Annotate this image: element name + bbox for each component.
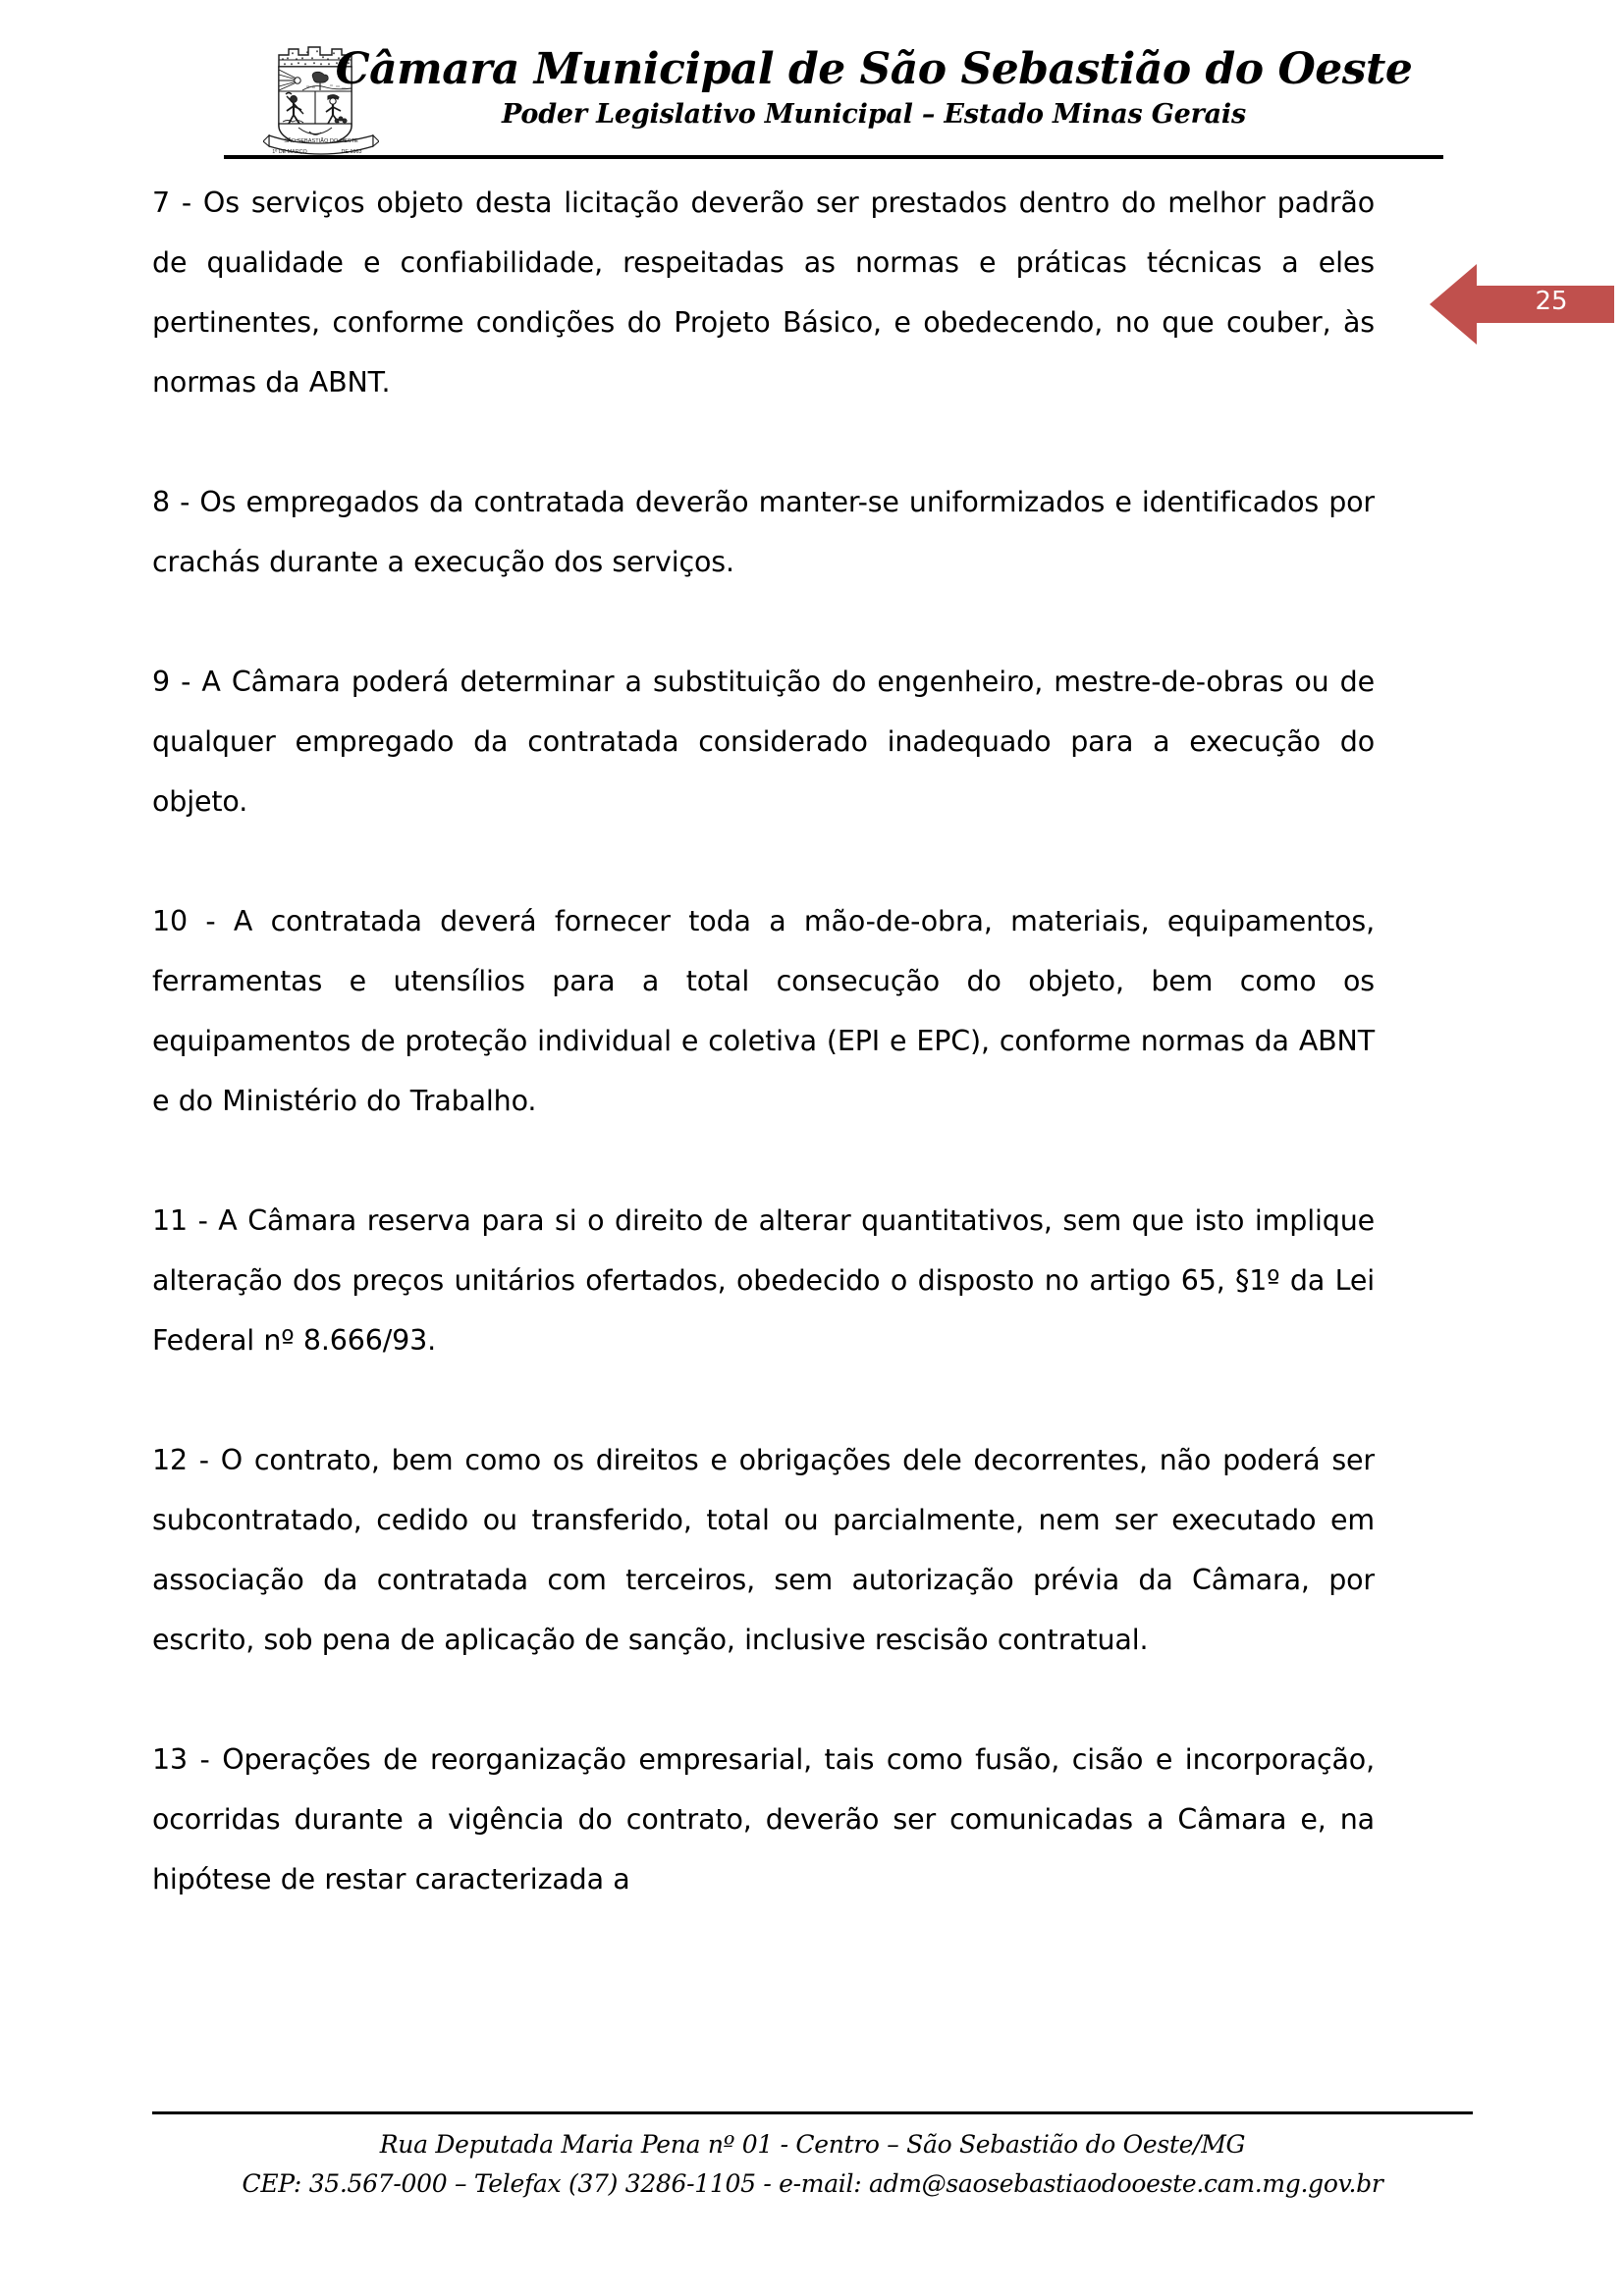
document-header	[0, 0, 1624, 169]
document-footer	[0, 2090, 1624, 2296]
footer-contact: CEP: 35.567-000 – Telefax (37) 3286-1105 - e-mail: adm@saosebastiaodooeste.cam.mg.gov.br	[242, 2169, 1383, 2198]
organization-subtitle: Poder Legislativo Municipal – Estado Minas Gerais	[502, 99, 1246, 131]
footer-contact-block	[152, 2125, 1473, 2204]
footer-address: Rua Deputada Maria Pena nº 01 - Centro – São Sebastião do Oeste/MG	[379, 2130, 1246, 2159]
paragraph-12: 12 - O contrato, bem como os direitos e obrigações dele decorrentes, não poderá ser subcontratado, cedido ou transferido, total ou parcialmente, nem ser executado em associação da contratada com terceiros, sem autorização prévia da Câmara, por escrito, sob pena de aplicação de sanção, inclusive rescisão contratual.	[152, 1444, 1375, 1656]
crest-ribbon-right: DE 1963	[341, 149, 362, 155]
header-divider	[224, 155, 1443, 159]
organization-title: Câmara Municipal de São Sebastião do Oeste	[335, 44, 1413, 94]
paragraph-10: 10 - A contratada deverá fornecer toda a mão-de-obra, materiais, equipamentos, ferramentas e utensílios para a total consecução do objeto, bem como os equipamentos de proteção individual e coletiva (EPI e EPC), conforme normas da ABNT e do Ministério do Trabalho.	[152, 905, 1375, 1117]
crest-ribbon-left: 1º DE MARÇO	[272, 149, 307, 155]
document-body	[152, 173, 1375, 1909]
page-number-marker	[1430, 264, 1614, 345]
paragraph-13: 13 - Operações de reorganização empresarial, tais como fusão, cisão e incorporação, ocorridas durante a vigência do contrato, deverão ser comunicadas a Câmara e, na hipótese de restar caracterizada a	[152, 1743, 1375, 1896]
header-title-block	[324, 45, 1424, 132]
paragraph-8: 8 - Os empregados da contratada deverão manter-se uniformizados e identificados por crachás durante a execução dos serviços.	[152, 486, 1375, 578]
paragraph-7: 7 - Os serviços objeto desta licitação deverão ser prestados dentro do melhor padrão de qualidade e confiabilidade, respeitadas as normas e práticas técnicas a eles pertinentes, conforme condições do Projeto Básico, e obedecendo, no que couber, às normas da ABNT.	[152, 187, 1375, 399]
paragraph-11: 11 - A Câmara reserva para si o direito de alterar quantitativos, sem que isto implique alteração dos preços unitários ofertados, obedecido o disposto no artigo 65, §1º da Lei Federal nº 8.666/93.	[152, 1204, 1375, 1357]
footer-divider	[152, 2111, 1473, 2114]
paragraph-9: 9 - A Câmara poderá determinar a substituição do engenheiro, mestre-de-obras ou de qualquer empregado da contratada considerado inadequado para a execução do objeto.	[152, 666, 1375, 818]
left-arrow-icon	[1430, 264, 1614, 345]
page-number-label: 25	[1535, 287, 1568, 316]
crest-ribbon-top: SÃO SEBASTIÃO DO OESTE	[284, 138, 358, 144]
